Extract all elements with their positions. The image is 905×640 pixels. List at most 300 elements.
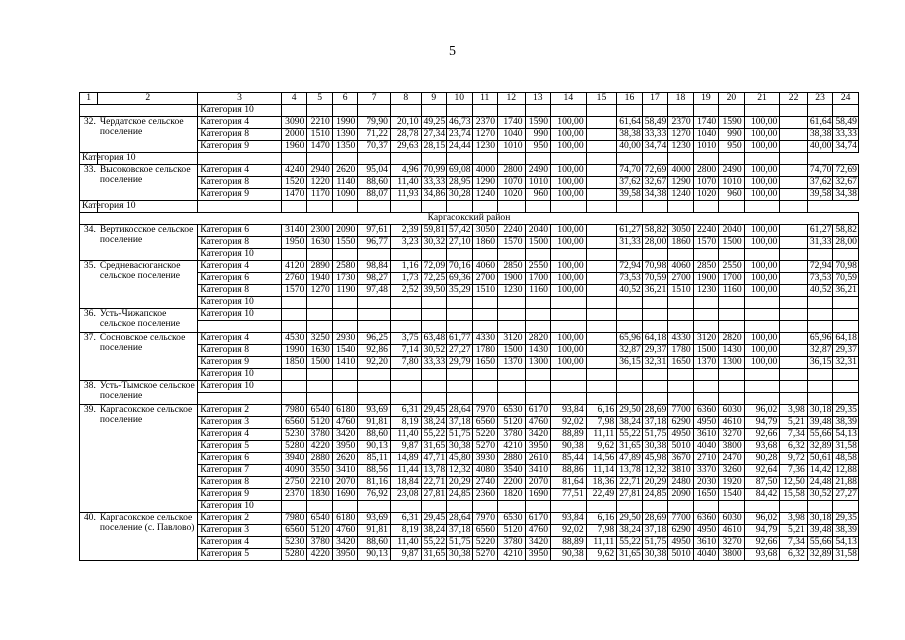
value-cell xyxy=(642,249,667,261)
value-cell: 2370 xyxy=(472,117,497,129)
value-cell: 22,71 xyxy=(617,477,642,489)
value-cell: 2070 xyxy=(332,477,357,489)
value-cell: 4760 xyxy=(332,525,357,537)
value-cell: 81,64 xyxy=(550,477,586,489)
value-cell xyxy=(693,249,718,261)
value-cell xyxy=(807,309,832,321)
value-cell: 1,73 xyxy=(390,273,421,285)
value-cell xyxy=(586,369,617,381)
value-cell: 100,00 xyxy=(550,189,586,201)
value-cell: 30,38 xyxy=(447,441,472,453)
value-cell xyxy=(472,309,497,321)
value-cell xyxy=(525,381,550,393)
category-cell xyxy=(198,393,282,405)
value-cell xyxy=(307,369,332,381)
value-cell: 4330 xyxy=(668,333,693,345)
value-cell: 72,69 xyxy=(833,165,859,177)
value-cell xyxy=(421,381,446,393)
value-cell: 93,69 xyxy=(358,513,391,525)
value-cell: 2,39 xyxy=(390,225,421,237)
value-cell: 70,59 xyxy=(642,273,667,285)
value-cell: 1860 xyxy=(668,237,693,249)
value-cell xyxy=(780,177,808,189)
value-cell: 70,98 xyxy=(642,261,667,273)
value-cell: 45,80 xyxy=(447,453,472,465)
value-cell xyxy=(472,105,497,117)
value-cell: 3800 xyxy=(719,549,744,561)
value-cell xyxy=(281,201,306,213)
settlement-name: Каргасокское сельское поселение (с. Павлово) xyxy=(98,513,198,561)
value-cell: 40,00 xyxy=(807,141,832,153)
value-cell: 1550 xyxy=(332,237,357,249)
value-cell: 3,23 xyxy=(390,237,421,249)
value-cell xyxy=(617,501,642,513)
value-cell xyxy=(550,381,586,393)
value-cell: 2370 xyxy=(281,489,306,501)
value-cell: 4090 xyxy=(281,465,306,477)
value-cell: 990 xyxy=(525,129,550,141)
value-cell: 93,84 xyxy=(550,513,586,525)
value-cell: 6560 xyxy=(472,417,497,429)
value-cell: 40,00 xyxy=(617,141,642,153)
value-cell xyxy=(472,201,497,213)
value-cell xyxy=(472,249,497,261)
value-cell xyxy=(780,501,808,513)
value-cell: 30,52 xyxy=(421,345,446,357)
value-cell xyxy=(472,501,497,513)
value-cell: 2820 xyxy=(525,333,550,345)
value-cell: 51,75 xyxy=(642,537,667,549)
value-cell: 37,18 xyxy=(642,417,667,429)
value-cell: 34,38 xyxy=(833,189,859,201)
category-cell: Категория 5 xyxy=(198,441,282,453)
value-cell xyxy=(586,333,617,345)
value-cell: 3930 xyxy=(472,453,497,465)
value-cell: 2760 xyxy=(281,273,306,285)
value-cell: 3780 xyxy=(307,537,332,549)
value-cell xyxy=(332,381,357,393)
value-cell: 3270 xyxy=(719,537,744,549)
value-cell: 4060 xyxy=(668,261,693,273)
value-cell xyxy=(281,297,306,309)
column-number: 1 xyxy=(80,93,98,105)
value-cell: 11,44 xyxy=(390,465,421,477)
district-heading: Каргасокский район xyxy=(80,213,859,225)
value-cell xyxy=(421,321,446,333)
value-cell xyxy=(780,345,808,357)
value-cell: 7,34 xyxy=(780,429,808,441)
value-cell xyxy=(421,297,446,309)
value-cell xyxy=(617,105,642,117)
row-number: 39. xyxy=(80,405,98,513)
value-cell: 3050 xyxy=(668,225,693,237)
value-cell: 3,98 xyxy=(780,513,808,525)
value-cell: 15,58 xyxy=(780,489,808,501)
value-cell xyxy=(307,249,332,261)
value-cell: 5120 xyxy=(307,525,332,537)
value-cell: 38,24 xyxy=(617,525,642,537)
value-cell: 18,36 xyxy=(586,477,617,489)
value-cell: 29,50 xyxy=(617,513,642,525)
value-cell: 27,81 xyxy=(421,489,446,501)
value-cell: 46,73 xyxy=(447,117,472,129)
column-number: 22 xyxy=(780,93,808,105)
value-cell: 11,93 xyxy=(390,189,421,201)
row-number: 33. xyxy=(80,165,98,201)
value-cell: 4760 xyxy=(525,417,550,429)
value-cell: 1780 xyxy=(668,345,693,357)
value-cell: 1540 xyxy=(719,489,744,501)
value-cell: 7,14 xyxy=(390,345,421,357)
value-cell: 18,84 xyxy=(390,477,421,489)
value-cell: 58,49 xyxy=(642,117,667,129)
value-cell xyxy=(586,261,617,273)
value-cell xyxy=(447,381,472,393)
value-cell: 36,15 xyxy=(617,357,642,369)
value-cell: 100,00 xyxy=(550,273,586,285)
value-cell xyxy=(780,165,808,177)
value-cell: 90,13 xyxy=(358,549,391,561)
value-cell: 61,77 xyxy=(447,333,472,345)
value-cell: 6,32 xyxy=(780,441,808,453)
value-cell: 1740 xyxy=(497,117,525,129)
value-cell xyxy=(780,309,808,321)
value-cell: 32,67 xyxy=(833,177,859,189)
value-cell xyxy=(780,369,808,381)
value-cell: 30,38 xyxy=(642,441,667,453)
value-cell xyxy=(586,321,617,333)
value-cell: 58,82 xyxy=(833,225,859,237)
value-cell: 990 xyxy=(719,129,744,141)
value-cell xyxy=(525,153,550,165)
value-cell xyxy=(550,297,586,309)
value-cell: 2750 xyxy=(281,477,306,489)
value-cell: 100,00 xyxy=(744,261,780,273)
value-cell: 3950 xyxy=(332,441,357,453)
value-cell: 4950 xyxy=(693,417,718,429)
value-cell: 38,39 xyxy=(833,417,859,429)
value-cell: 4000 xyxy=(472,165,497,177)
value-cell xyxy=(719,321,744,333)
value-cell: 2930 xyxy=(332,333,357,345)
value-cell xyxy=(390,321,421,333)
value-cell: 93,68 xyxy=(744,549,780,561)
value-cell: 1960 xyxy=(281,141,306,153)
value-cell: 7,34 xyxy=(780,537,808,549)
value-cell: 100,00 xyxy=(744,285,780,297)
category-cell: Категория 10 xyxy=(198,381,282,393)
value-cell xyxy=(780,201,808,213)
value-cell xyxy=(421,249,446,261)
value-cell xyxy=(642,297,667,309)
value-cell: 31,65 xyxy=(617,441,642,453)
value-cell: 100,00 xyxy=(550,345,586,357)
value-cell: 1570 xyxy=(281,285,306,297)
value-cell xyxy=(497,297,525,309)
value-cell: 5010 xyxy=(668,441,693,453)
value-cell: 1390 xyxy=(332,129,357,141)
column-number: 21 xyxy=(744,93,780,105)
value-cell: 72,94 xyxy=(617,261,642,273)
value-cell xyxy=(833,105,859,117)
value-cell: 1230 xyxy=(497,285,525,297)
category-cell: Категория 8 xyxy=(198,477,282,489)
value-cell: 2580 xyxy=(332,261,357,273)
value-cell: 1630 xyxy=(307,237,332,249)
value-cell xyxy=(617,309,642,321)
value-cell xyxy=(281,369,306,381)
value-cell xyxy=(390,381,421,393)
value-cell: 6180 xyxy=(332,405,357,417)
value-cell: 2550 xyxy=(719,261,744,273)
value-cell: 1500 xyxy=(307,357,332,369)
value-cell: 6540 xyxy=(307,513,332,525)
value-cell xyxy=(421,201,446,213)
value-cell: 5270 xyxy=(472,549,497,561)
value-cell: 3420 xyxy=(525,429,550,441)
value-cell: 1990 xyxy=(281,345,306,357)
value-cell: 1010 xyxy=(525,177,550,189)
value-cell: 28,95 xyxy=(447,177,472,189)
column-number: 8 xyxy=(390,93,421,105)
value-cell xyxy=(693,501,718,513)
value-cell: 4040 xyxy=(693,549,718,561)
value-cell xyxy=(586,249,617,261)
value-cell: 2000 xyxy=(281,129,306,141)
value-cell: 4040 xyxy=(693,441,718,453)
value-cell xyxy=(390,105,421,117)
value-cell xyxy=(807,501,832,513)
value-cell: 33,33 xyxy=(421,177,446,189)
value-cell xyxy=(780,321,808,333)
value-cell: 100,00 xyxy=(744,177,780,189)
value-cell xyxy=(617,381,642,393)
value-cell: 27,81 xyxy=(617,489,642,501)
value-cell xyxy=(332,201,357,213)
value-cell xyxy=(281,381,306,393)
value-cell: 90,38 xyxy=(550,441,586,453)
value-cell: 2700 xyxy=(472,273,497,285)
category-cell: Категория 9 xyxy=(198,141,282,153)
value-cell: 3410 xyxy=(332,465,357,477)
value-cell: 1040 xyxy=(497,129,525,141)
value-cell: 93,84 xyxy=(550,405,586,417)
value-cell: 1690 xyxy=(332,489,357,501)
value-cell xyxy=(833,393,859,405)
table-row xyxy=(80,105,859,117)
value-cell xyxy=(447,393,472,405)
value-cell: 92,64 xyxy=(744,465,780,477)
value-cell xyxy=(642,153,667,165)
value-cell: 38,38 xyxy=(617,129,642,141)
value-cell: 33,33 xyxy=(642,129,667,141)
value-cell: 13,78 xyxy=(617,465,642,477)
value-cell xyxy=(586,153,617,165)
value-cell xyxy=(332,249,357,261)
value-cell xyxy=(421,309,446,321)
value-cell: 39,58 xyxy=(807,189,832,201)
value-cell xyxy=(807,297,832,309)
table-row xyxy=(80,261,859,273)
value-cell xyxy=(332,369,357,381)
value-cell: 1300 xyxy=(719,357,744,369)
value-cell: 6,16 xyxy=(586,513,617,525)
column-number: 4 xyxy=(281,93,306,105)
value-cell: 72,69 xyxy=(642,165,667,177)
value-cell xyxy=(550,501,586,513)
category-cell: Категория 4 xyxy=(198,165,282,177)
value-cell xyxy=(668,105,693,117)
value-cell: 38,38 xyxy=(807,129,832,141)
value-cell xyxy=(780,153,808,165)
value-cell xyxy=(668,201,693,213)
column-number: 9 xyxy=(421,93,446,105)
value-cell xyxy=(307,153,332,165)
value-cell xyxy=(307,501,332,513)
value-cell: 2240 xyxy=(497,225,525,237)
value-cell xyxy=(390,309,421,321)
value-cell: 8,19 xyxy=(390,417,421,429)
value-cell xyxy=(586,165,617,177)
value-cell xyxy=(668,501,693,513)
value-cell: 73,53 xyxy=(617,273,642,285)
value-cell xyxy=(332,105,357,117)
value-cell xyxy=(693,381,718,393)
value-cell: 5280 xyxy=(281,549,306,561)
value-cell: 13,78 xyxy=(421,465,446,477)
value-cell: 7700 xyxy=(668,405,693,417)
value-cell xyxy=(642,381,667,393)
value-cell: 1650 xyxy=(668,357,693,369)
value-cell xyxy=(307,105,332,117)
value-cell: 38,24 xyxy=(421,525,446,537)
column-number: 2 xyxy=(98,93,198,105)
value-cell: 100,00 xyxy=(550,261,586,273)
value-cell: 5120 xyxy=(497,525,525,537)
value-cell xyxy=(332,321,357,333)
value-cell: 7,80 xyxy=(390,357,421,369)
value-cell: 51,75 xyxy=(447,537,472,549)
value-cell: 100,00 xyxy=(744,333,780,345)
value-cell xyxy=(472,297,497,309)
value-cell xyxy=(586,201,617,213)
value-cell xyxy=(497,381,525,393)
value-cell: 29,79 xyxy=(447,357,472,369)
row-number: 35. xyxy=(80,261,98,309)
value-cell: 29,45 xyxy=(421,513,446,525)
value-cell: 70,16 xyxy=(447,261,472,273)
value-cell: 2880 xyxy=(307,453,332,465)
value-cell: 38,24 xyxy=(617,417,642,429)
value-cell xyxy=(833,321,859,333)
value-cell xyxy=(198,201,282,213)
table-row xyxy=(80,225,859,237)
value-cell xyxy=(358,153,391,165)
value-cell xyxy=(525,369,550,381)
value-cell: 1410 xyxy=(332,357,357,369)
value-cell: 70,59 xyxy=(833,273,859,285)
value-cell: 3420 xyxy=(332,429,357,441)
value-cell: 37,18 xyxy=(447,525,472,537)
column-number: 12 xyxy=(497,93,525,105)
category-cell: Категория 7 xyxy=(198,465,282,477)
value-cell: 5230 xyxy=(281,537,306,549)
value-cell: 90,38 xyxy=(550,549,586,561)
table-row xyxy=(80,117,859,129)
value-cell: 4,96 xyxy=(390,165,421,177)
value-cell: 3120 xyxy=(497,333,525,345)
value-cell: 2,52 xyxy=(390,285,421,297)
value-cell: 24,48 xyxy=(807,477,832,489)
column-number: 7 xyxy=(358,93,391,105)
value-cell: 32,31 xyxy=(833,357,859,369)
value-cell: 5120 xyxy=(497,417,525,429)
value-cell: 1500 xyxy=(693,345,718,357)
value-cell: 3610 xyxy=(693,429,718,441)
value-cell: 2300 xyxy=(307,225,332,237)
value-cell: 24,44 xyxy=(447,141,472,153)
value-cell xyxy=(693,393,718,405)
table-row xyxy=(80,513,859,525)
value-cell: 1020 xyxy=(693,189,718,201)
settlement-name: Усть-Чижапское сельское поселение xyxy=(98,309,198,333)
value-cell: 2490 xyxy=(525,165,550,177)
value-cell: 1350 xyxy=(332,141,357,153)
value-cell xyxy=(642,369,667,381)
value-cell xyxy=(668,249,693,261)
page-number: 5 xyxy=(449,44,456,59)
value-cell: 31,58 xyxy=(833,441,859,453)
value-cell xyxy=(525,393,550,405)
value-cell: 61,64 xyxy=(807,117,832,129)
value-cell xyxy=(693,201,718,213)
settlement-name: Вертикосское сельское поселение xyxy=(98,225,198,261)
value-cell xyxy=(525,321,550,333)
value-cell xyxy=(693,309,718,321)
value-cell: 11,40 xyxy=(390,537,421,549)
value-cell: 64,18 xyxy=(833,333,859,345)
value-cell: 3950 xyxy=(332,549,357,561)
value-cell: 28,00 xyxy=(642,237,667,249)
value-cell: 98,84 xyxy=(358,261,391,273)
category-cell: Категория 9 xyxy=(198,189,282,201)
value-cell xyxy=(472,153,497,165)
value-cell xyxy=(447,309,472,321)
value-cell: 7970 xyxy=(472,405,497,417)
value-cell: 2700 xyxy=(668,273,693,285)
value-cell: 20,29 xyxy=(447,477,472,489)
value-cell xyxy=(780,129,808,141)
value-cell xyxy=(642,501,667,513)
value-cell: 1700 xyxy=(525,273,550,285)
value-cell xyxy=(586,225,617,237)
column-number: 18 xyxy=(668,93,693,105)
value-cell xyxy=(719,381,744,393)
value-cell: 12,32 xyxy=(642,465,667,477)
value-cell: 7980 xyxy=(281,513,306,525)
value-cell: 38,24 xyxy=(421,417,446,429)
value-cell: 92,66 xyxy=(744,429,780,441)
value-cell: 1230 xyxy=(668,141,693,153)
value-cell: 55,66 xyxy=(807,429,832,441)
value-cell xyxy=(525,249,550,261)
value-cell: 6180 xyxy=(332,513,357,525)
value-cell: 1950 xyxy=(281,237,306,249)
value-cell: 3090 xyxy=(281,117,306,129)
value-cell xyxy=(358,393,391,405)
value-cell: 93,69 xyxy=(358,405,391,417)
value-cell: 22,71 xyxy=(421,477,446,489)
